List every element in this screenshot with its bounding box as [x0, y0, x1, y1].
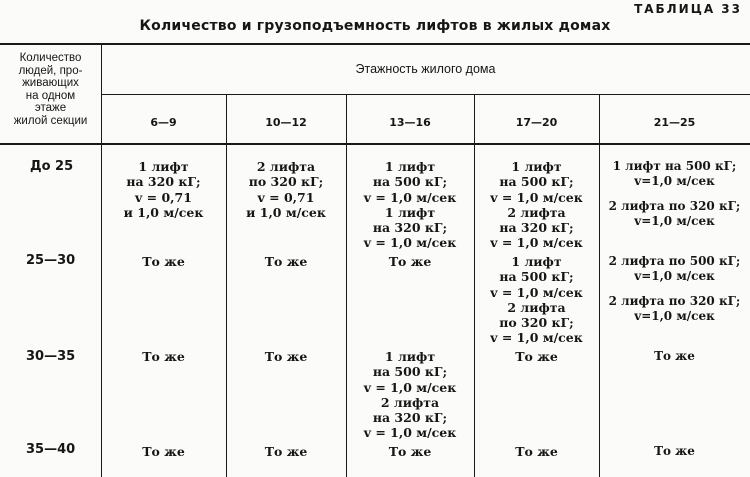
table-cell [346, 159, 474, 251]
table-cell [346, 444, 474, 459]
cell-line: на 320 кГ; [372, 220, 448, 236]
cell-line: v=1,0 м/сек [634, 308, 715, 323]
cell-line: То же [515, 349, 558, 364]
cell-line: То же [515, 444, 558, 459]
stub-header [0, 52, 101, 127]
stub-header-line: людей, про- [18, 64, 83, 77]
cell-line: То же [142, 444, 185, 459]
table-cell [474, 444, 599, 459]
stub-header-line: Количество [19, 52, 82, 64]
row-label: До 25 [30, 159, 74, 174]
column-header: 13—16 [389, 116, 431, 129]
stub-header-line: живающих [22, 77, 79, 89]
table-cell [599, 444, 750, 459]
row-label: 25—30 [26, 253, 76, 268]
row-label: 30—35 [26, 349, 76, 364]
cell-line: 2 лифта [507, 204, 566, 220]
cell-line: v = 0,71 [135, 189, 192, 205]
cell-line: v=1,0 м/сек [634, 269, 715, 284]
cell-line: и 1,0 м/сек [246, 204, 326, 220]
table-cell [226, 254, 346, 269]
table-cell [226, 159, 346, 220]
cell-line: v = 1,0 м/сек [490, 189, 583, 205]
cell-line: v = 1,0 м/сек [363, 235, 457, 251]
cell-line: на 320 кГ; [126, 174, 201, 190]
cell-line: v = 1,0 м/сек [363, 189, 457, 205]
cell-line: 2 лифта по 320 кГ; [608, 293, 741, 308]
table-cell [599, 159, 750, 229]
table-cell [346, 254, 474, 269]
cell-line: То же [264, 349, 308, 364]
cell-line: 2 лифта [256, 159, 316, 174]
table-cell [101, 444, 226, 459]
cell-line: 2 лифта [380, 394, 440, 410]
cell-line: То же [264, 444, 308, 459]
cell-line: и 1,0 м/сек [123, 204, 204, 220]
col-divider-1 [226, 94, 227, 477]
row-label: 35—40 [26, 442, 76, 457]
column-header: 21—25 [653, 116, 696, 129]
cell-line: v = 0,71 [257, 189, 315, 205]
cell-line: v = 1,0 м/сек [490, 284, 583, 300]
table-title: Количество и грузоподъемность лифтов в жилых домах [139, 18, 611, 34]
header-bottom-rule [0, 143, 750, 145]
group-rule [101, 94, 750, 95]
cell-line: на 500 кГ; [372, 174, 448, 190]
cell-line: по 320 кГ; [248, 174, 324, 190]
table-cell [226, 349, 346, 364]
column-header: 6—9 [150, 116, 177, 129]
cell-line: 1 лифт [384, 159, 436, 174]
cell-line: 2 лифта по 500 кГ; [608, 254, 741, 268]
table-cell [474, 254, 599, 346]
column-header: 17—20 [515, 116, 558, 129]
cell-line: 1 лифт [384, 349, 436, 364]
cell-line: на 500 кГ; [499, 174, 574, 190]
cell-line: 2 лифта по 320 кГ; [608, 198, 741, 213]
cell-line: на 500 кГ; [499, 269, 574, 285]
cell-line: на 500 кГ; [372, 364, 448, 380]
table-cell [101, 159, 226, 220]
stub-header-line: на одном [25, 89, 76, 102]
cell-line: 1 лифт [138, 159, 189, 174]
cell-line [599, 190, 750, 199]
cell-line: То же [388, 254, 432, 269]
table-cell [474, 349, 599, 364]
cell-line: То же [142, 349, 185, 364]
cell-line: То же [654, 349, 695, 363]
cell-line: 1 лифт [384, 204, 436, 220]
cell-line: 1 лифт [511, 159, 562, 174]
table-cell [101, 254, 226, 269]
stub-header-line: жилой секции [13, 114, 88, 127]
top-rule [0, 43, 750, 45]
cell-line: на 320 кГ; [499, 220, 574, 236]
cell-line: 1 лифт на 500 кГ; [612, 159, 737, 173]
table-cell [226, 444, 346, 459]
cell-line: То же [388, 444, 432, 459]
cell-line: v = 1,0 м/сек [490, 330, 583, 346]
cell-line: То же [142, 254, 185, 269]
table-cell [101, 349, 226, 364]
group-header: Этажность жилого дома [355, 62, 496, 76]
table-cell [474, 159, 599, 251]
cell-line: v = 1,0 м/сек [490, 235, 583, 251]
cell-line: v = 1,0 м/сек [363, 379, 457, 395]
cell-line: v=1,0 м/сек [634, 213, 715, 228]
table-cell [346, 349, 474, 441]
cell-line: 2 лифта [507, 299, 566, 315]
column-header: 10—12 [265, 116, 307, 129]
cell-line: То же [654, 444, 695, 458]
cell-line: v=1,0 м/сек [634, 174, 715, 189]
cell-line: v = 1,0 м/сек [363, 425, 457, 441]
cell-line: по 320 кГ; [499, 315, 574, 331]
cell-line: То же [264, 254, 308, 269]
cell-line: на 320 кГ; [372, 410, 448, 426]
cell-line: 1 лифт [511, 254, 562, 269]
cell-line [599, 285, 750, 294]
table-cell [599, 254, 750, 324]
table-cell [599, 349, 750, 364]
table-number: ТАБЛИЦА 33 [634, 2, 742, 16]
stub-header-line: этаже [34, 102, 67, 114]
